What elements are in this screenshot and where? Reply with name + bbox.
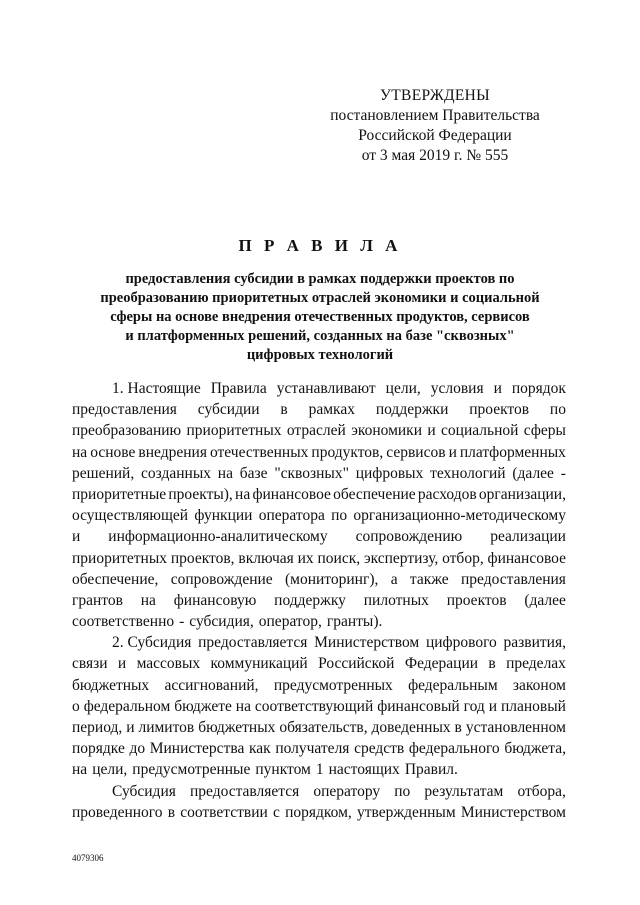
body-word: в bbox=[454, 719, 462, 736]
body-word: Министерства bbox=[149, 740, 245, 758]
body-word: порядке bbox=[72, 740, 125, 758]
body-word: цели, bbox=[92, 761, 128, 779]
body-word: цифровых bbox=[355, 464, 424, 482]
body-word: Субсидия bbox=[112, 782, 176, 800]
body-word: сопровождение bbox=[170, 570, 273, 588]
document-id: 4079306 bbox=[72, 853, 104, 863]
body-word: внедрения bbox=[138, 443, 207, 461]
document-subtitle-line: сферы на основе внедрения отечественных продуктов, сервисов bbox=[110, 309, 530, 325]
body-word: созданных bbox=[141, 464, 211, 482]
body-word: финансовую bbox=[173, 591, 257, 609]
body-line bbox=[72, 717, 566, 738]
body-word: отраслей bbox=[286, 422, 346, 440]
body-word: проведенного bbox=[72, 803, 163, 821]
body-word: предусмотренные bbox=[132, 761, 251, 779]
body-word: экспертизу, bbox=[363, 549, 439, 567]
body-word: о bbox=[72, 697, 80, 715]
body-word: платформенных bbox=[459, 443, 566, 461]
body-word: грантов bbox=[72, 591, 123, 609]
body-word: и bbox=[72, 528, 81, 546]
body-word: лимитов bbox=[138, 719, 195, 736]
body-word: (далее bbox=[512, 464, 554, 482]
body-word: гранты). bbox=[326, 613, 383, 631]
body-word: законом bbox=[512, 676, 566, 694]
body-word: функции bbox=[194, 507, 253, 525]
body-line bbox=[72, 484, 566, 505]
body-word: "сквозных" bbox=[274, 464, 349, 482]
body-word: пределах bbox=[506, 655, 566, 673]
body-word: обеспечение bbox=[333, 485, 416, 503]
body-word: организационно-методическому bbox=[353, 507, 566, 525]
body-word: также bbox=[409, 570, 449, 588]
body-word: проекты), bbox=[168, 485, 233, 503]
body-word: расходов bbox=[417, 485, 477, 503]
body-word: коммуникаций bbox=[210, 655, 308, 673]
body-word: получателя bbox=[275, 740, 350, 758]
body-word: предоставляется bbox=[198, 634, 308, 652]
body-word: отбора, bbox=[517, 782, 566, 800]
body-word: пилотных bbox=[363, 591, 429, 609]
body-word: на bbox=[235, 485, 251, 503]
body-word: организации, bbox=[478, 485, 566, 503]
body-word: и bbox=[493, 380, 502, 397]
body-word: средств bbox=[354, 740, 405, 758]
document-title-block bbox=[70, 236, 570, 365]
document-body bbox=[72, 378, 566, 823]
body-word: информационно-аналитическому bbox=[108, 528, 328, 546]
body-line bbox=[72, 696, 566, 717]
body-word: и bbox=[126, 719, 135, 736]
body-word: федерального bbox=[408, 740, 500, 758]
document-subtitle-line: предоставления субсидии в рамках поддержки проектов по bbox=[125, 271, 515, 287]
body-word: настоящих bbox=[328, 761, 400, 779]
body-word: предоставляется bbox=[189, 782, 300, 800]
body-word: федеральным bbox=[408, 676, 498, 694]
body-line bbox=[72, 675, 566, 696]
body-word: решений, bbox=[72, 464, 135, 482]
body-word: бюджете bbox=[174, 697, 232, 715]
body-word: на bbox=[217, 464, 233, 482]
body-word: до bbox=[129, 740, 146, 758]
body-word: проектов, bbox=[170, 549, 235, 567]
body-line bbox=[72, 653, 566, 674]
body-word: по bbox=[549, 401, 566, 419]
body-word: приоритетные bbox=[72, 485, 167, 503]
body-word: с bbox=[273, 803, 280, 821]
body-word: порядок bbox=[511, 380, 566, 397]
body-word: 1 bbox=[315, 761, 324, 779]
body-word: отбор, bbox=[442, 549, 484, 567]
body-line bbox=[72, 759, 566, 780]
body-word: соответствии bbox=[180, 803, 268, 821]
body-word: год bbox=[463, 697, 485, 715]
body-word: обязательств, bbox=[279, 719, 368, 736]
body-word: преобразованию bbox=[72, 422, 182, 440]
body-line bbox=[72, 569, 566, 590]
body-word: и bbox=[488, 697, 497, 715]
body-line bbox=[72, 378, 566, 399]
body-line bbox=[72, 505, 566, 526]
body-word: а bbox=[390, 570, 398, 588]
body-word: в bbox=[167, 803, 176, 821]
body-word: на bbox=[140, 591, 156, 609]
body-word: сервисов bbox=[386, 443, 446, 461]
body-word: сферы bbox=[523, 422, 566, 440]
body-word: порядком, bbox=[285, 803, 352, 821]
body-word: федеральном bbox=[83, 697, 171, 715]
body-word: на bbox=[235, 697, 251, 715]
body-word: развития, bbox=[503, 634, 566, 652]
body-word: рамках bbox=[308, 401, 355, 419]
body-line bbox=[72, 738, 566, 759]
body-word: поиск, bbox=[317, 549, 361, 567]
body-word: и bbox=[117, 655, 127, 673]
body-word: результатам bbox=[424, 782, 504, 800]
body-word: пунктом bbox=[255, 761, 311, 779]
document-title: П Р А В И Л А bbox=[238, 236, 402, 255]
body-word: предоставления bbox=[461, 570, 566, 588]
body-line bbox=[72, 590, 566, 611]
body-word: бюджета, bbox=[504, 740, 566, 758]
body-word: продуктов, bbox=[311, 443, 384, 461]
body-word: Министерством bbox=[460, 803, 566, 821]
body-word: предусмотренных bbox=[273, 676, 393, 694]
body-line bbox=[72, 526, 566, 547]
body-line bbox=[72, 442, 566, 463]
body-word: финансовое bbox=[487, 549, 566, 567]
body-word: на bbox=[72, 443, 88, 461]
body-word: основе bbox=[90, 443, 136, 461]
body-word: доведенных bbox=[371, 719, 451, 736]
body-word: бюджетных bbox=[72, 676, 150, 694]
body-word: их bbox=[297, 549, 314, 567]
body-word: Министерством bbox=[314, 634, 420, 652]
body-word: ассигнований, bbox=[164, 676, 259, 694]
body-word: устанавливают bbox=[276, 380, 376, 397]
body-word: на bbox=[72, 761, 88, 779]
body-word: проектов bbox=[446, 591, 507, 609]
body-word: установленном bbox=[465, 719, 566, 736]
body-word: соответствующий bbox=[254, 697, 374, 715]
body-word: Российской bbox=[318, 655, 395, 673]
body-word: базе bbox=[239, 464, 268, 482]
body-word: плановый bbox=[500, 697, 566, 715]
body-word: (далее bbox=[524, 591, 566, 609]
body-line bbox=[72, 632, 566, 653]
body-word: период, bbox=[72, 719, 123, 736]
body-word: финансовое bbox=[252, 485, 331, 503]
body-word: связи bbox=[72, 655, 108, 673]
body-word: утвержденным bbox=[356, 803, 456, 821]
body-word: 2. Субсидия bbox=[112, 634, 192, 652]
body-word: экономики bbox=[351, 422, 423, 440]
body-word: соответственно bbox=[72, 613, 175, 631]
body-word: приоритетных bbox=[186, 422, 282, 440]
body-word: цели, bbox=[385, 380, 421, 397]
body-word: и bbox=[427, 422, 436, 440]
body-word: по bbox=[394, 782, 411, 800]
body-line bbox=[72, 399, 566, 420]
approval-line: от 3 мая 2019 г. № 555 bbox=[361, 147, 509, 164]
body-word: социальной bbox=[441, 422, 519, 440]
body-word: осуществляющей bbox=[72, 507, 189, 525]
body-line bbox=[72, 420, 566, 441]
body-line bbox=[72, 781, 566, 802]
body-word: в bbox=[280, 401, 288, 419]
body-word: обеспечение, bbox=[72, 570, 159, 588]
body-word: отечественных bbox=[209, 443, 309, 461]
body-word: - bbox=[179, 613, 185, 631]
body-word: субсидии bbox=[197, 401, 260, 419]
body-word: поддержку bbox=[274, 591, 346, 609]
body-line bbox=[72, 611, 566, 632]
body-word: оператора bbox=[258, 507, 325, 525]
approval-line: Российской Федерации bbox=[358, 127, 512, 144]
body-word: Федерации bbox=[404, 655, 479, 673]
body-word: приоритетных bbox=[72, 549, 168, 567]
body-word: проектов bbox=[469, 401, 530, 419]
body-word: (мониторинг), bbox=[285, 570, 379, 588]
body-line bbox=[72, 802, 566, 823]
body-word: как bbox=[248, 740, 271, 758]
body-word: бюджетных bbox=[198, 719, 276, 736]
document-subtitle-line: и платформенных решений, созданных на базе "сквозных" bbox=[125, 328, 515, 344]
body-word: поддержки bbox=[375, 401, 449, 419]
body-word: оператор, bbox=[258, 613, 322, 631]
body-word: - bbox=[560, 464, 566, 482]
document-subtitle-line: цифровых технологий bbox=[246, 347, 394, 363]
body-line bbox=[72, 463, 566, 484]
body-word: в bbox=[488, 655, 496, 673]
approval-stamp bbox=[330, 86, 540, 166]
body-word: финансовый bbox=[377, 697, 460, 715]
approval-line: постановлением Правительства bbox=[330, 107, 540, 124]
approval-heading: УТВЕРЖДЕНЫ bbox=[380, 87, 490, 104]
body-word: сопровождению bbox=[355, 528, 463, 546]
body-word: по bbox=[331, 507, 348, 525]
body-word: условия bbox=[430, 380, 484, 397]
body-word: включая bbox=[238, 549, 294, 567]
body-line bbox=[72, 548, 566, 569]
body-word: оператору bbox=[313, 782, 381, 800]
body-word: Правил. bbox=[404, 761, 458, 779]
body-word: субсидия, bbox=[189, 613, 254, 631]
body-word: и bbox=[448, 443, 457, 461]
document-subtitle-line: преобразованию приоритетных отраслей экономики и социальной bbox=[100, 290, 540, 306]
body-word: массовых bbox=[136, 655, 201, 673]
body-word: технологий bbox=[430, 464, 506, 482]
body-word: 1. Настоящие bbox=[112, 380, 201, 397]
body-word: предоставления bbox=[72, 401, 177, 419]
body-word: Правила bbox=[210, 380, 267, 397]
body-word: реализации bbox=[490, 528, 566, 546]
body-word: цифрового bbox=[425, 634, 497, 652]
